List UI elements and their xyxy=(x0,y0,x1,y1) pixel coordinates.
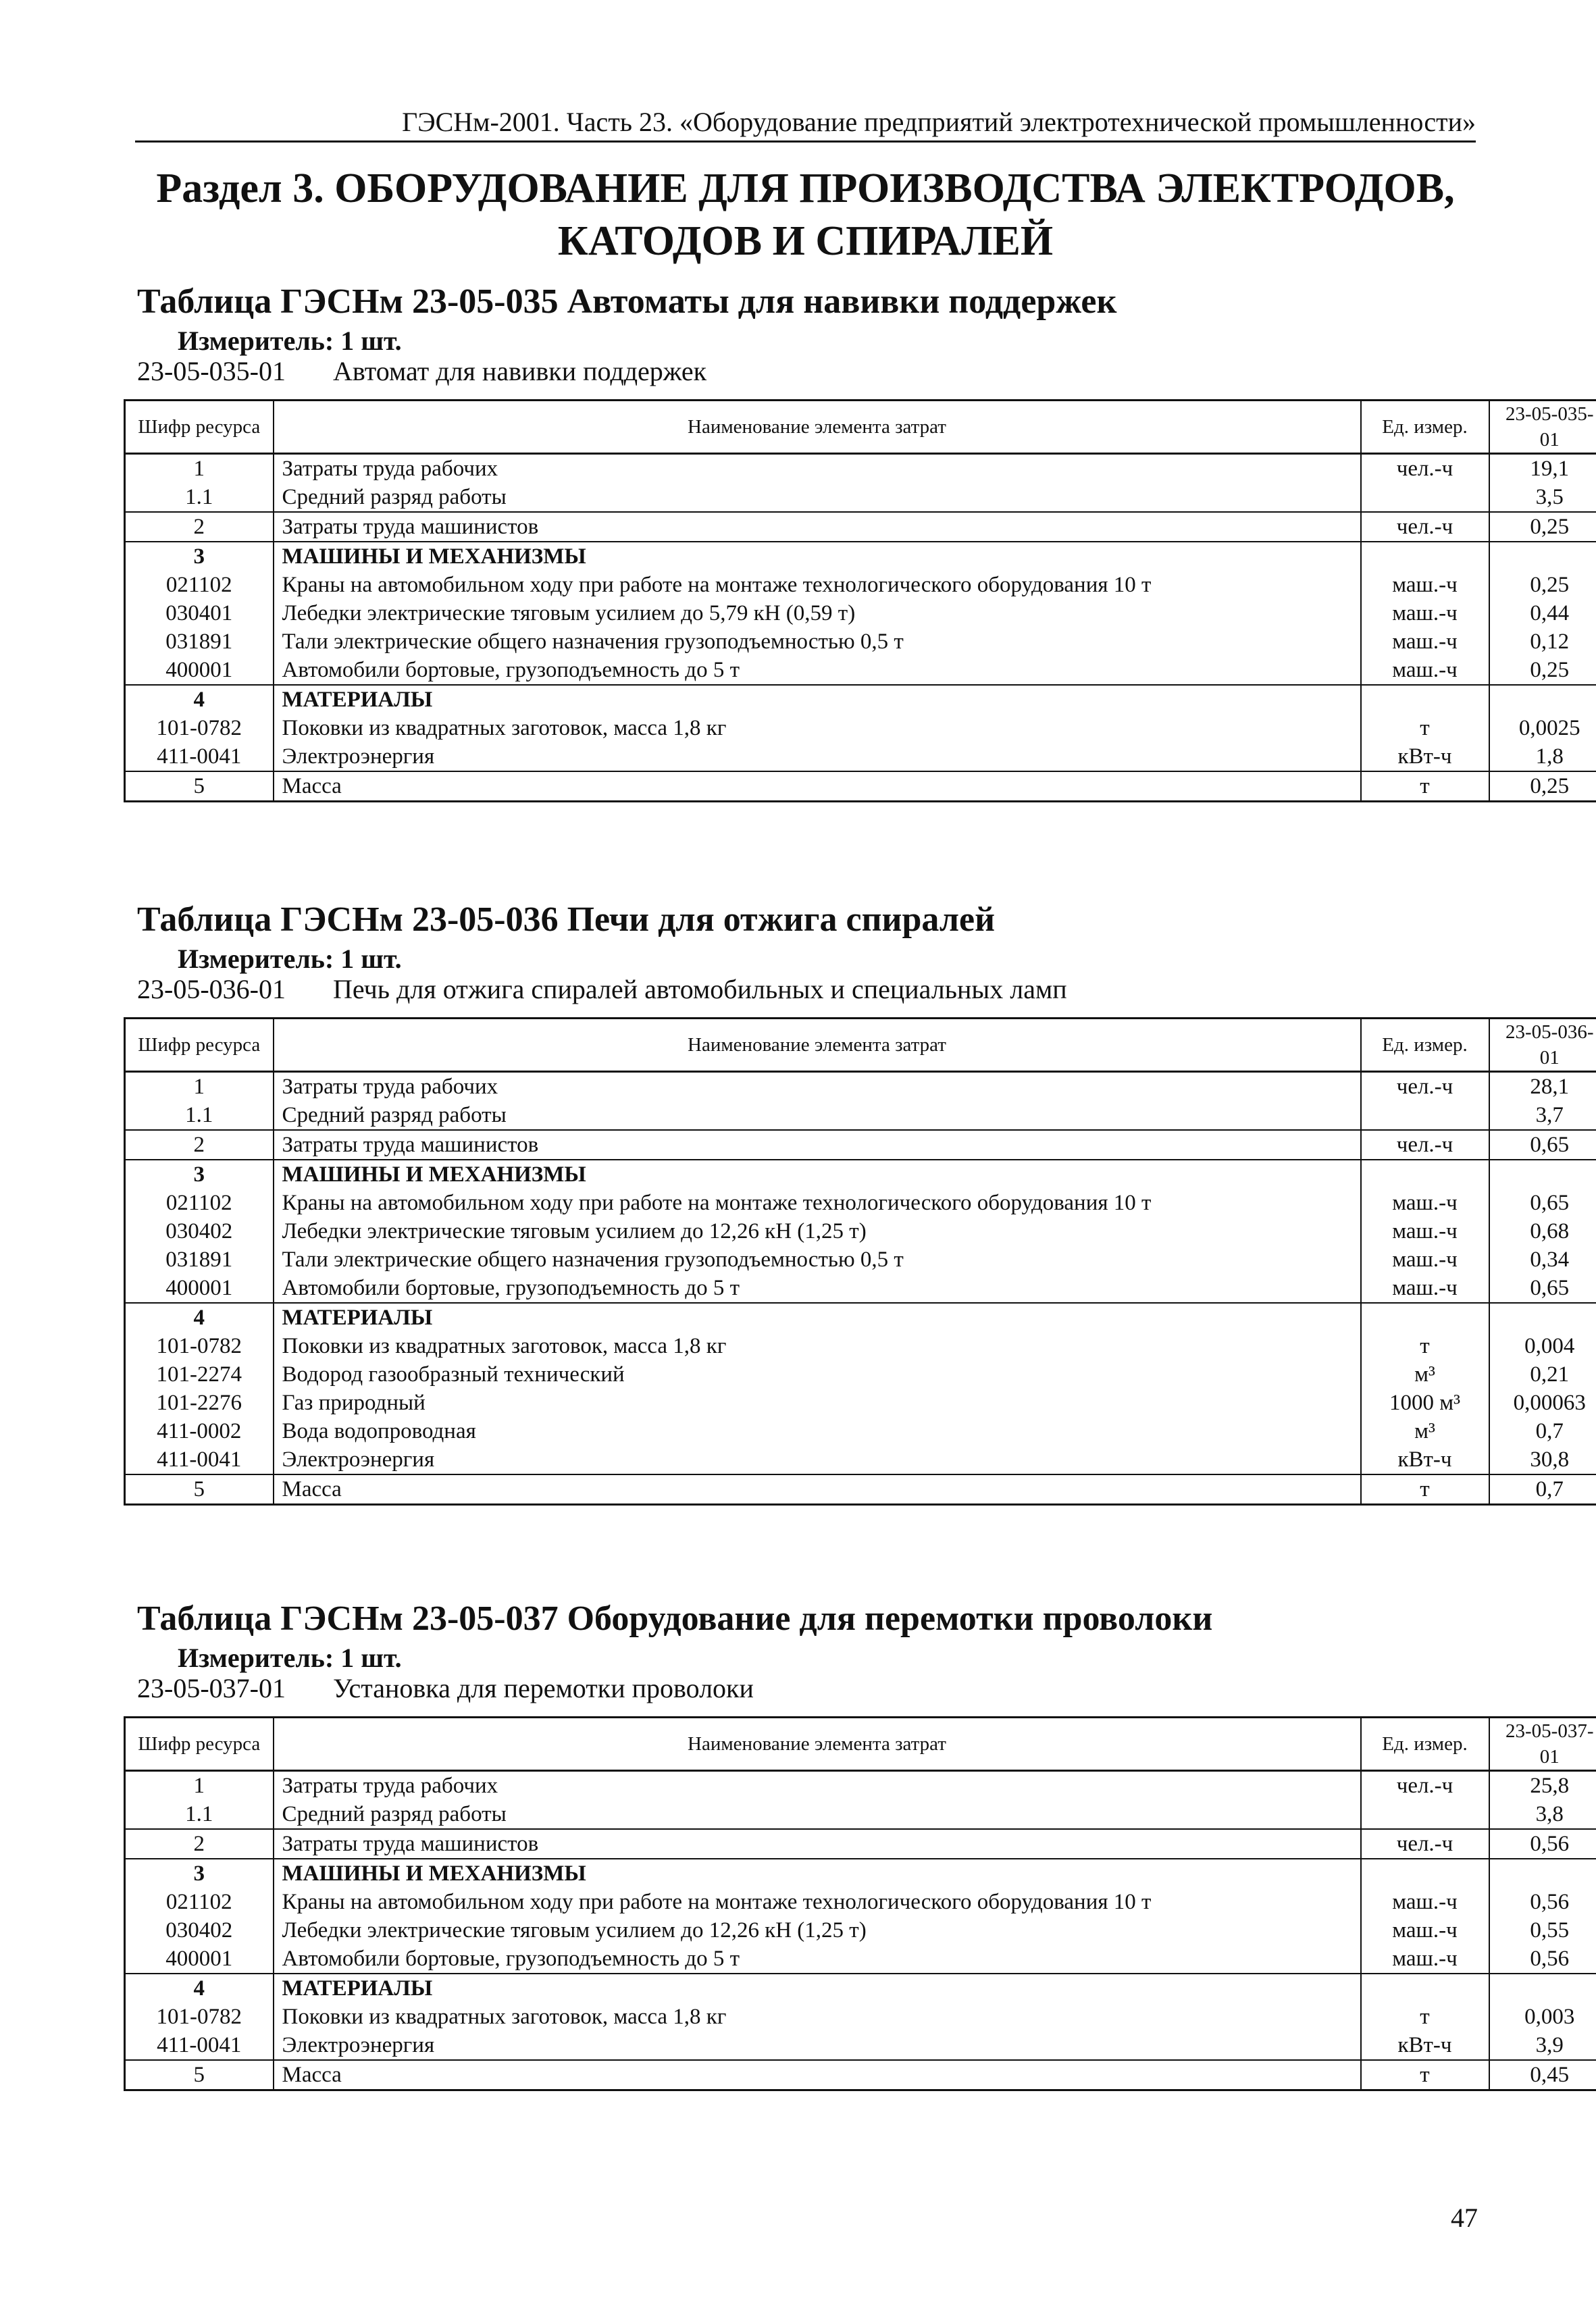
table-row xyxy=(125,1945,1596,1974)
row-code: 030402 xyxy=(125,1916,274,1945)
row-name: Поковки из квадратных заготовок, масса 1,8 кг xyxy=(274,1332,1361,1360)
table-block-3 xyxy=(124,1597,1594,2091)
row-code: 021102 xyxy=(125,571,274,599)
row-code: 101-0782 xyxy=(125,2003,274,2031)
header-value: 23-05-035-01 xyxy=(1489,401,1596,454)
table-block-2 xyxy=(124,898,1594,1506)
header-code: Шифр ресурса xyxy=(125,401,274,454)
row-value: 3,7 xyxy=(1489,1101,1596,1130)
row-value xyxy=(1489,1160,1596,1189)
row-unit: м³ xyxy=(1361,1360,1489,1389)
row-value: 0,004 xyxy=(1489,1332,1596,1360)
row-unit: маш.-ч xyxy=(1361,571,1489,599)
header-name: Наименование элемента затрат xyxy=(274,1019,1361,1072)
table-block-1 xyxy=(124,280,1594,802)
section-title-line-1: Раздел 3. ОБОРУДОВАНИЕ ДЛЯ ПРОИЗВОДСТВА ЭЛЕКТРОДОВ, xyxy=(156,165,1455,211)
table-meter: Измеритель: 1 шт. xyxy=(178,944,402,974)
header-value: 23-05-037-01 xyxy=(1489,1718,1596,1771)
table-row xyxy=(125,685,1596,714)
row-value: 0,25 xyxy=(1489,571,1596,599)
row-value: 0,34 xyxy=(1489,1245,1596,1274)
row-unit: т xyxy=(1361,771,1489,802)
table-row xyxy=(125,1389,1596,1417)
row-unit xyxy=(1361,685,1489,714)
table-row xyxy=(125,1245,1596,1274)
table-row xyxy=(125,1916,1596,1945)
row-code: 1.1 xyxy=(125,483,274,512)
row-code: 021102 xyxy=(125,1888,274,1916)
table-title: Таблица ГЭСНм 23-05-037 Оборудование для перемотки проволоки xyxy=(137,1599,1213,1638)
table-row xyxy=(125,1771,1596,1801)
variant-line xyxy=(137,356,1489,387)
row-code: 411-0041 xyxy=(125,742,274,771)
page-header: ГЭСНм-2001. Часть 23. «Оборудование предприятий электротехнической промышленности» xyxy=(135,105,1476,143)
row-name: МАШИНЫ И МЕХАНИЗМЫ xyxy=(274,1859,1361,1888)
row-name: Краны на автомобильном ходу при работе на монтаже технологического оборудования 10 т xyxy=(274,1189,1361,1217)
table-header-row xyxy=(125,401,1596,454)
row-value: 0,21 xyxy=(1489,1360,1596,1389)
row-code: 2 xyxy=(125,512,274,542)
row-value: 0,56 xyxy=(1489,1829,1596,1859)
row-value xyxy=(1489,1859,1596,1888)
row-code: 5 xyxy=(125,2060,274,2090)
row-value: 0,12 xyxy=(1489,627,1596,656)
table-header-row xyxy=(125,1718,1596,1771)
row-name: Поковки из квадратных заготовок, масса 1,8 кг xyxy=(274,2003,1361,2031)
table-row xyxy=(125,1474,1596,1505)
row-unit: кВт-ч xyxy=(1361,1445,1489,1474)
row-name: Автомобили бортовые, грузоподъемность до 5 т xyxy=(274,1274,1361,1303)
row-value: 0,7 xyxy=(1489,1417,1596,1445)
table-title: Таблица ГЭСНм 23-05-036 Печи для отжига спиралей xyxy=(137,900,996,939)
header-value: 23-05-036-01 xyxy=(1489,1019,1596,1072)
header-code: Шифр ресурса xyxy=(125,1019,274,1072)
row-code: 030402 xyxy=(125,1217,274,1245)
row-code: 101-0782 xyxy=(125,714,274,742)
table-row xyxy=(125,2060,1596,2090)
row-code: 5 xyxy=(125,1474,274,1505)
row-unit xyxy=(1361,483,1489,512)
section-title-line-2: КАТОДОВ И СПИРАЛЕЙ xyxy=(557,218,1054,264)
row-name: Средний разряд работы xyxy=(274,483,1361,512)
row-unit: маш.-ч xyxy=(1361,1945,1489,1974)
table-row xyxy=(125,2031,1596,2060)
row-name: Лебедки электрические тяговым усилием до 5,79 кН (0,59 т) xyxy=(274,599,1361,627)
row-code: 400001 xyxy=(125,656,274,685)
row-code: 1 xyxy=(125,454,274,484)
table-row xyxy=(125,1888,1596,1916)
row-name: Масса xyxy=(274,2060,1361,2090)
row-code: 101-2276 xyxy=(125,1389,274,1417)
row-unit xyxy=(1361,1974,1489,2003)
row-name: Тали электрические общего назначения грузоподъемностью 0,5 т xyxy=(274,627,1361,656)
row-unit: т xyxy=(1361,2003,1489,2031)
row-unit: кВт-ч xyxy=(1361,2031,1489,2060)
row-unit: кВт-ч xyxy=(1361,742,1489,771)
row-unit: чел.-ч xyxy=(1361,1130,1489,1160)
row-value: 0,25 xyxy=(1489,656,1596,685)
row-value: 0,65 xyxy=(1489,1274,1596,1303)
row-value: 0,003 xyxy=(1489,2003,1596,2031)
row-name: Тали электрические общего назначения грузоподъемностью 0,5 т xyxy=(274,1245,1361,1274)
row-unit: чел.-ч xyxy=(1361,454,1489,484)
table-row xyxy=(125,742,1596,771)
row-name: Затраты труда рабочих xyxy=(274,454,1361,484)
variant-code: 23-05-036-01 xyxy=(137,974,286,1004)
row-code: 101-2274 xyxy=(125,1360,274,1389)
table-row xyxy=(125,1101,1596,1130)
row-code: 411-0041 xyxy=(125,2031,274,2060)
header-unit: Ед. измер. xyxy=(1361,401,1489,454)
row-code: 030401 xyxy=(125,599,274,627)
row-unit: т xyxy=(1361,1474,1489,1505)
table-row xyxy=(125,1303,1596,1332)
table-row xyxy=(125,542,1596,571)
row-value: 0,56 xyxy=(1489,1888,1596,1916)
row-name: Затраты труда рабочих xyxy=(274,1771,1361,1801)
table-row xyxy=(125,1360,1596,1389)
row-value: 0,68 xyxy=(1489,1217,1596,1245)
row-unit: т xyxy=(1361,1332,1489,1360)
row-code: 3 xyxy=(125,1859,274,1888)
row-name: Масса xyxy=(274,771,1361,802)
row-unit xyxy=(1361,1101,1489,1130)
row-name: МАТЕРИАЛЫ xyxy=(274,685,1361,714)
row-name: Автомобили бортовые, грузоподъемность до 5 т xyxy=(274,1945,1361,1974)
row-value: 3,5 xyxy=(1489,483,1596,512)
row-value: 3,8 xyxy=(1489,1800,1596,1829)
row-value xyxy=(1489,1974,1596,2003)
row-value: 0,45 xyxy=(1489,2060,1596,2090)
row-unit: 1000 м³ xyxy=(1361,1389,1489,1417)
table-row xyxy=(125,512,1596,542)
row-name: Затраты труда машинистов xyxy=(274,1130,1361,1160)
resource-table xyxy=(124,399,1596,802)
row-unit: маш.-ч xyxy=(1361,599,1489,627)
row-code: 1.1 xyxy=(125,1101,274,1130)
row-name: МАШИНЫ И МЕХАНИЗМЫ xyxy=(274,1160,1361,1189)
table-row xyxy=(125,1189,1596,1217)
row-name: Электроэнергия xyxy=(274,1445,1361,1474)
row-unit: т xyxy=(1361,714,1489,742)
header-unit: Ед. измер. xyxy=(1361,1718,1489,1771)
table-row xyxy=(125,454,1596,484)
table-row xyxy=(125,1829,1596,1859)
row-code: 3 xyxy=(125,1160,274,1189)
row-value: 0,0025 xyxy=(1489,714,1596,742)
variant-code: 23-05-037-01 xyxy=(137,1673,286,1703)
row-code: 1.1 xyxy=(125,1800,274,1829)
row-name: Средний разряд работы xyxy=(274,1800,1361,1829)
row-value: 0,7 xyxy=(1489,1474,1596,1505)
row-name: Лебедки электрические тяговым усилием до 12,26 кН (1,25 т) xyxy=(274,1916,1361,1945)
table-title: Таблица ГЭСНм 23-05-035 Автоматы для навивки поддержек xyxy=(137,282,1117,321)
row-name: Лебедки электрические тяговым усилием до 12,26 кН (1,25 т) xyxy=(274,1217,1361,1245)
row-value: 1,8 xyxy=(1489,742,1596,771)
row-name: Масса xyxy=(274,1474,1361,1505)
row-unit: маш.-ч xyxy=(1361,1245,1489,1274)
row-code: 400001 xyxy=(125,1274,274,1303)
row-unit: чел.-ч xyxy=(1361,1829,1489,1859)
row-value: 0,25 xyxy=(1489,771,1596,802)
row-unit xyxy=(1361,542,1489,571)
row-name: Поковки из квадратных заготовок, масса 1,8 кг xyxy=(274,714,1361,742)
row-code: 4 xyxy=(125,685,274,714)
row-name: Газ природный xyxy=(274,1389,1361,1417)
header-name: Наименование элемента затрат xyxy=(274,401,1361,454)
table-row xyxy=(125,599,1596,627)
header-unit: Ед. измер. xyxy=(1361,1019,1489,1072)
row-name: Электроэнергия xyxy=(274,742,1361,771)
table-row xyxy=(125,1130,1596,1160)
row-unit xyxy=(1361,1303,1489,1332)
row-code: 2 xyxy=(125,1130,274,1160)
row-unit xyxy=(1361,1800,1489,1829)
row-value xyxy=(1489,542,1596,571)
row-value: 0,65 xyxy=(1489,1130,1596,1160)
row-name: Затраты труда рабочих xyxy=(274,1072,1361,1102)
row-unit: т xyxy=(1361,2060,1489,2090)
row-code: 101-0782 xyxy=(125,1332,274,1360)
row-value xyxy=(1489,685,1596,714)
row-unit: маш.-ч xyxy=(1361,627,1489,656)
row-code: 5 xyxy=(125,771,274,802)
table-row xyxy=(125,1332,1596,1360)
row-code: 411-0002 xyxy=(125,1417,274,1445)
row-value: 19,1 xyxy=(1489,454,1596,484)
table-row xyxy=(125,1859,1596,1888)
table-row xyxy=(125,1974,1596,2003)
row-value: 3,9 xyxy=(1489,2031,1596,2060)
table-row xyxy=(125,1217,1596,1245)
row-name: Затраты труда машинистов xyxy=(274,512,1361,542)
row-value: 25,8 xyxy=(1489,1771,1596,1801)
table-row xyxy=(125,571,1596,599)
row-unit: чел.-ч xyxy=(1361,1072,1489,1102)
row-unit: м³ xyxy=(1361,1417,1489,1445)
row-value: 30,8 xyxy=(1489,1445,1596,1474)
row-code: 3 xyxy=(125,542,274,571)
variant-line xyxy=(137,974,1489,1005)
row-name: Средний разряд работы xyxy=(274,1101,1361,1130)
variant-name: Установка для перемотки проволоки xyxy=(333,1673,754,1703)
table-row xyxy=(125,1417,1596,1445)
row-name: Электроэнергия xyxy=(274,2031,1361,2060)
table-header-row xyxy=(125,1019,1596,1072)
row-code: 031891 xyxy=(125,1245,274,1274)
row-unit: маш.-ч xyxy=(1361,1916,1489,1945)
page-number: 47 xyxy=(1451,2203,1478,2233)
row-name: Водород газообразный технический xyxy=(274,1360,1361,1389)
row-unit: чел.-ч xyxy=(1361,512,1489,542)
row-unit: маш.-ч xyxy=(1361,1189,1489,1217)
table-row xyxy=(125,2003,1596,2031)
row-name: Затраты труда машинистов xyxy=(274,1829,1361,1859)
row-value: 0,55 xyxy=(1489,1916,1596,1945)
row-name: Краны на автомобильном ходу при работе на монтаже технологического оборудования 10 т xyxy=(274,571,1361,599)
row-unit: маш.-ч xyxy=(1361,1274,1489,1303)
variant-name: Автомат для навивки поддержек xyxy=(333,356,707,386)
row-value: 0,00063 xyxy=(1489,1389,1596,1417)
row-name: МАШИНЫ И МЕХАНИЗМЫ xyxy=(274,542,1361,571)
row-code: 400001 xyxy=(125,1945,274,1974)
row-unit xyxy=(1361,1160,1489,1189)
row-unit: маш.-ч xyxy=(1361,1217,1489,1245)
row-code: 4 xyxy=(125,1974,274,2003)
table-row xyxy=(125,1445,1596,1474)
table-row xyxy=(125,1072,1596,1102)
row-name: МАТЕРИАЛЫ xyxy=(274,1974,1361,2003)
table-row xyxy=(125,483,1596,512)
row-code: 031891 xyxy=(125,627,274,656)
row-unit: маш.-ч xyxy=(1361,1888,1489,1916)
row-code: 411-0041 xyxy=(125,1445,274,1474)
header-name: Наименование элемента затрат xyxy=(274,1718,1361,1771)
row-value: 0,44 xyxy=(1489,599,1596,627)
row-value: 28,1 xyxy=(1489,1072,1596,1102)
row-name: Автомобили бортовые, грузоподъемность до 5 т xyxy=(274,656,1361,685)
row-name: Вода водопроводная xyxy=(274,1417,1361,1445)
row-unit xyxy=(1361,1859,1489,1888)
row-value xyxy=(1489,1303,1596,1332)
row-name: МАТЕРИАЛЫ xyxy=(274,1303,1361,1332)
row-code: 021102 xyxy=(125,1189,274,1217)
table-row xyxy=(125,714,1596,742)
table-row xyxy=(125,1800,1596,1829)
row-unit: чел.-ч xyxy=(1361,1771,1489,1801)
resource-table xyxy=(124,1716,1596,2091)
table-meter: Измеритель: 1 шт. xyxy=(178,326,402,356)
row-code: 2 xyxy=(125,1829,274,1859)
table-row xyxy=(125,1160,1596,1189)
table-row xyxy=(125,627,1596,656)
table-row xyxy=(125,1274,1596,1303)
row-value: 0,65 xyxy=(1489,1189,1596,1217)
row-name: Краны на автомобильном ходу при работе на монтаже технологического оборудования 10 т xyxy=(274,1888,1361,1916)
row-value: 0,56 xyxy=(1489,1945,1596,1974)
header-code: Шифр ресурса xyxy=(125,1718,274,1771)
variant-code: 23-05-035-01 xyxy=(137,356,286,386)
section-title xyxy=(135,162,1476,267)
resource-table xyxy=(124,1017,1596,1506)
row-code: 1 xyxy=(125,1771,274,1801)
row-code: 4 xyxy=(125,1303,274,1332)
row-value: 0,25 xyxy=(1489,512,1596,542)
table-row xyxy=(125,771,1596,802)
table-meter: Измеритель: 1 шт. xyxy=(178,1643,402,1673)
table-row xyxy=(125,656,1596,685)
row-code: 1 xyxy=(125,1072,274,1102)
variant-name: Печь для отжига спиралей автомобильных и специальных ламп xyxy=(333,974,1067,1004)
variant-line xyxy=(137,1673,1489,1704)
row-unit: маш.-ч xyxy=(1361,656,1489,685)
